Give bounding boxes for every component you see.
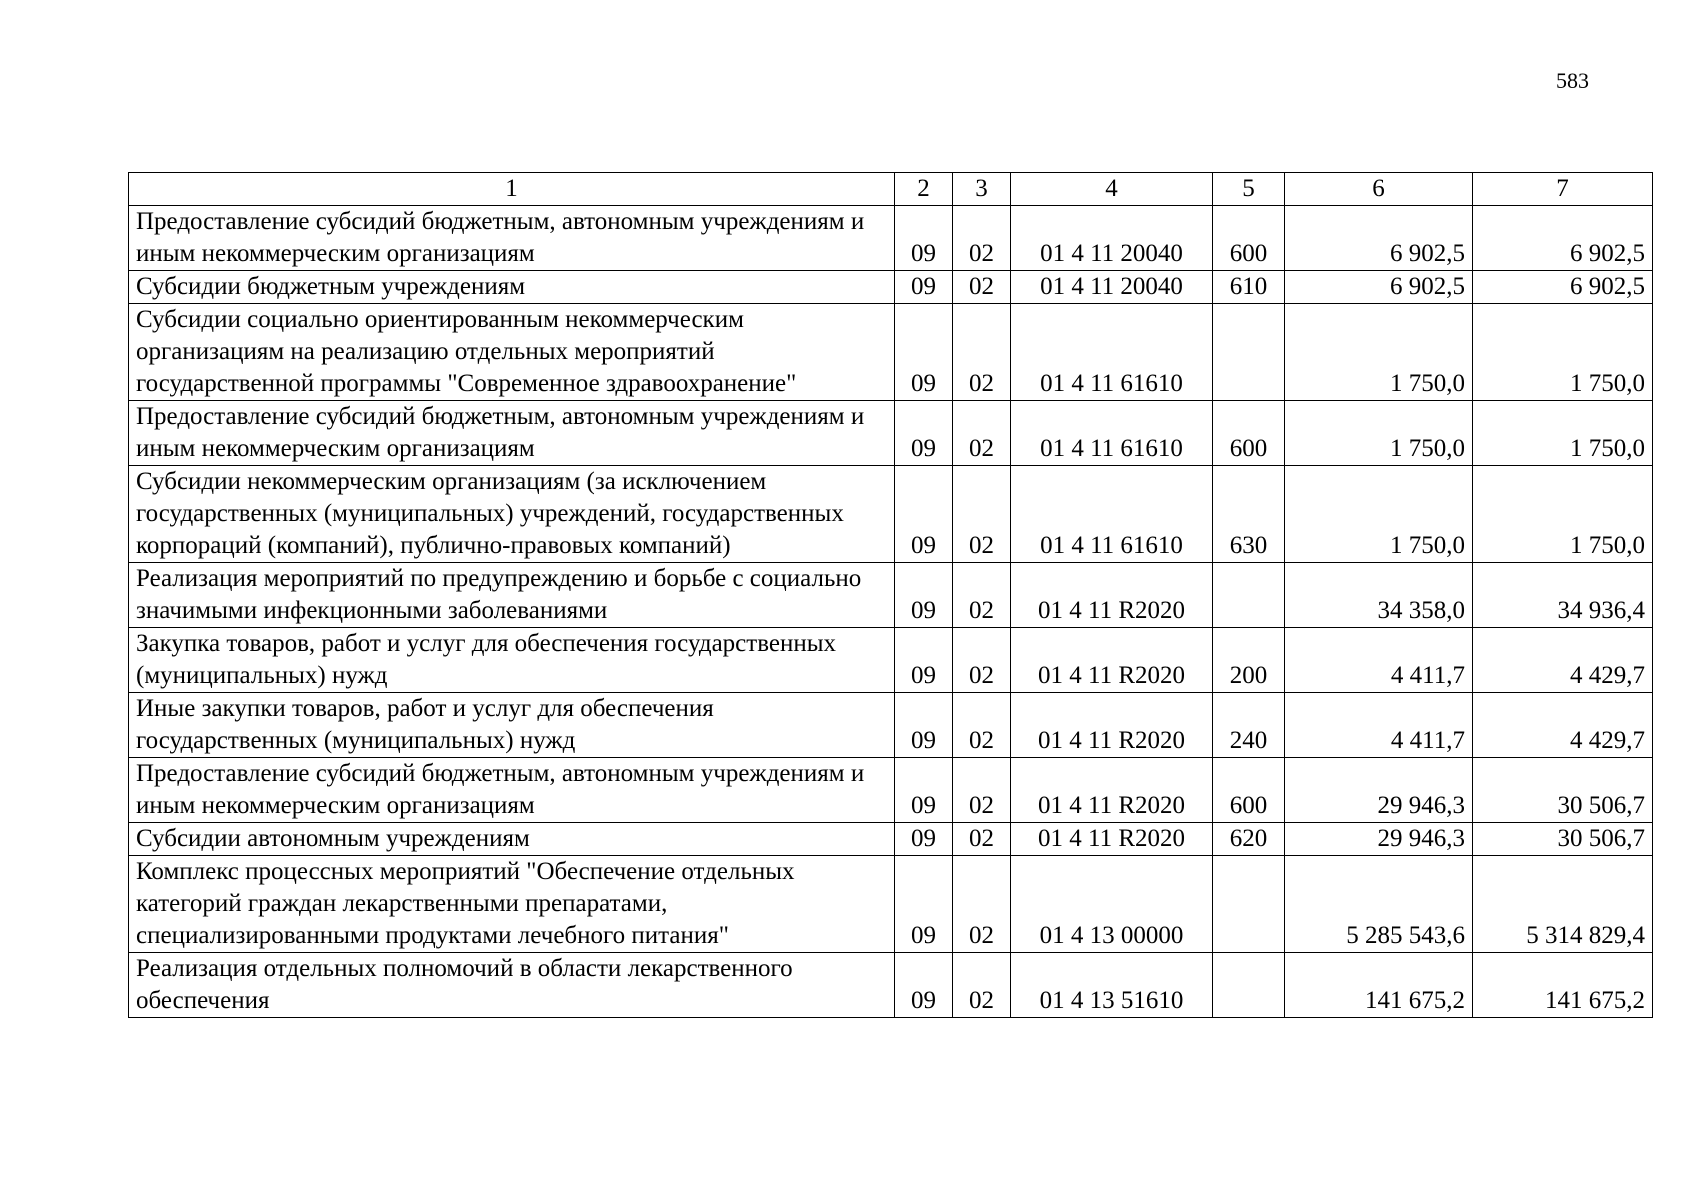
amount-year-1: 141 675,2 — [1285, 953, 1473, 1018]
target-article-code: 01 4 11 61610 — [1011, 304, 1213, 401]
table-row — [129, 693, 1653, 758]
section-code: 09 — [895, 693, 953, 758]
section-code: 09 — [895, 466, 953, 563]
item-name: Субсидии некоммерческим организациям (за исключением государственных (муниципальных) учреждений, государственных корпораций (компаний), публично-правовых компаний) — [129, 466, 895, 563]
target-article-code: 01 4 11 R2020 — [1011, 628, 1213, 693]
table-row — [129, 304, 1653, 401]
item-name: Предоставление субсидий бюджетным, автономным учреждениям и иным некоммерческим организациям — [129, 206, 895, 271]
item-name: Субсидии социально ориентированным некоммерческим организациям на реализацию отдельных мероприятий государственной программы "Современное здравоохранение" — [129, 304, 895, 401]
expense-type-code — [1213, 953, 1285, 1018]
item-name: Предоставление субсидий бюджетным, автономным учреждениям и иным некоммерческим организациям — [129, 758, 895, 823]
table-body — [129, 206, 1653, 1018]
table-row — [129, 206, 1653, 271]
target-article-code: 01 4 11 R2020 — [1011, 823, 1213, 856]
target-article-code: 01 4 11 20040 — [1011, 206, 1213, 271]
column-header: 6 — [1285, 173, 1473, 206]
item-name: Иные закупки товаров, работ и услуг для обеспечения государственных (муниципальных) нужд — [129, 693, 895, 758]
table-row — [129, 563, 1653, 628]
target-article-code: 01 4 11 R2020 — [1011, 693, 1213, 758]
expense-type-code: 200 — [1213, 628, 1285, 693]
column-header: 4 — [1011, 173, 1213, 206]
amount-year-2: 4 429,7 — [1473, 628, 1653, 693]
amount-year-1: 5 285 543,6 — [1285, 856, 1473, 953]
expense-type-code — [1213, 563, 1285, 628]
amount-year-2: 30 506,7 — [1473, 758, 1653, 823]
expense-type-code: 600 — [1213, 401, 1285, 466]
amount-year-1: 4 411,7 — [1285, 693, 1473, 758]
amount-year-2: 1 750,0 — [1473, 466, 1653, 563]
amount-year-2: 30 506,7 — [1473, 823, 1653, 856]
amount-year-2: 6 902,5 — [1473, 271, 1653, 304]
amount-year-2: 1 750,0 — [1473, 304, 1653, 401]
section-code: 09 — [895, 856, 953, 953]
subsection-code: 02 — [953, 206, 1011, 271]
subsection-code: 02 — [953, 401, 1011, 466]
amount-year-1: 1 750,0 — [1285, 466, 1473, 563]
section-code: 09 — [895, 206, 953, 271]
amount-year-2: 4 429,7 — [1473, 693, 1653, 758]
amount-year-2: 34 936,4 — [1473, 563, 1653, 628]
item-name: Комплекс процессных мероприятий "Обеспечение отдельных категорий граждан лекарственными препаратами, специализированными продуктами лечебного питания" — [129, 856, 895, 953]
amount-year-2: 6 902,5 — [1473, 206, 1653, 271]
table-row — [129, 401, 1653, 466]
amount-year-1: 34 358,0 — [1285, 563, 1473, 628]
column-header: 3 — [953, 173, 1011, 206]
table-row — [129, 823, 1653, 856]
amount-year-1: 6 902,5 — [1285, 206, 1473, 271]
section-code: 09 — [895, 628, 953, 693]
expense-type-code — [1213, 304, 1285, 401]
item-name: Субсидии автономным учреждениям — [129, 823, 895, 856]
expense-type-code: 620 — [1213, 823, 1285, 856]
expense-type-code: 600 — [1213, 206, 1285, 271]
column-header: 5 — [1213, 173, 1285, 206]
amount-year-2: 141 675,2 — [1473, 953, 1653, 1018]
expense-type-code — [1213, 856, 1285, 953]
target-article-code: 01 4 11 R2020 — [1011, 563, 1213, 628]
amount-year-1: 29 946,3 — [1285, 823, 1473, 856]
subsection-code: 02 — [953, 563, 1011, 628]
amount-year-1: 1 750,0 — [1285, 304, 1473, 401]
table-row — [129, 758, 1653, 823]
table-row — [129, 628, 1653, 693]
column-header: 1 — [129, 173, 895, 206]
section-code: 09 — [895, 823, 953, 856]
section-code: 09 — [895, 563, 953, 628]
subsection-code: 02 — [953, 856, 1011, 953]
target-article-code: 01 4 11 61610 — [1011, 401, 1213, 466]
section-code: 09 — [895, 271, 953, 304]
subsection-code: 02 — [953, 758, 1011, 823]
table-row — [129, 953, 1653, 1018]
subsection-code: 02 — [953, 271, 1011, 304]
section-code: 09 — [895, 401, 953, 466]
expense-type-code: 630 — [1213, 466, 1285, 563]
page-number: 583 — [1556, 68, 1589, 93]
subsection-code: 02 — [953, 466, 1011, 563]
amount-year-2: 5 314 829,4 — [1473, 856, 1653, 953]
section-code: 09 — [895, 953, 953, 1018]
target-article-code: 01 4 13 00000 — [1011, 856, 1213, 953]
section-code: 09 — [895, 758, 953, 823]
target-article-code: 01 4 11 R2020 — [1011, 758, 1213, 823]
target-article-code: 01 4 11 61610 — [1011, 466, 1213, 563]
item-name: Реализация мероприятий по предупреждению и борьбе с социально значимыми инфекционными заболеваниями — [129, 563, 895, 628]
subsection-code: 02 — [953, 304, 1011, 401]
target-article-code: 01 4 13 51610 — [1011, 953, 1213, 1018]
header-row — [129, 173, 1653, 206]
subsection-code: 02 — [953, 693, 1011, 758]
table-row — [129, 856, 1653, 953]
subsection-code: 02 — [953, 823, 1011, 856]
column-header: 2 — [895, 173, 953, 206]
expense-type-code: 610 — [1213, 271, 1285, 304]
section-code: 09 — [895, 304, 953, 401]
item-name: Субсидии бюджетным учреждениям — [129, 271, 895, 304]
target-article-code: 01 4 11 20040 — [1011, 271, 1213, 304]
amount-year-2: 1 750,0 — [1473, 401, 1653, 466]
subsection-code: 02 — [953, 628, 1011, 693]
item-name: Закупка товаров, работ и услуг для обеспечения государственных (муниципальных) нужд — [129, 628, 895, 693]
amount-year-1: 29 946,3 — [1285, 758, 1473, 823]
expense-type-code: 600 — [1213, 758, 1285, 823]
amount-year-1: 4 411,7 — [1285, 628, 1473, 693]
subsection-code: 02 — [953, 953, 1011, 1018]
item-name: Реализация отдельных полномочий в области лекарственного обеспечения — [129, 953, 895, 1018]
table-row — [129, 271, 1653, 304]
expense-type-code: 240 — [1213, 693, 1285, 758]
budget-table — [128, 172, 1653, 1018]
amount-year-1: 6 902,5 — [1285, 271, 1473, 304]
table-row — [129, 466, 1653, 563]
column-header: 7 — [1473, 173, 1653, 206]
item-name: Предоставление субсидий бюджетным, автономным учреждениям и иным некоммерческим организациям — [129, 401, 895, 466]
amount-year-1: 1 750,0 — [1285, 401, 1473, 466]
